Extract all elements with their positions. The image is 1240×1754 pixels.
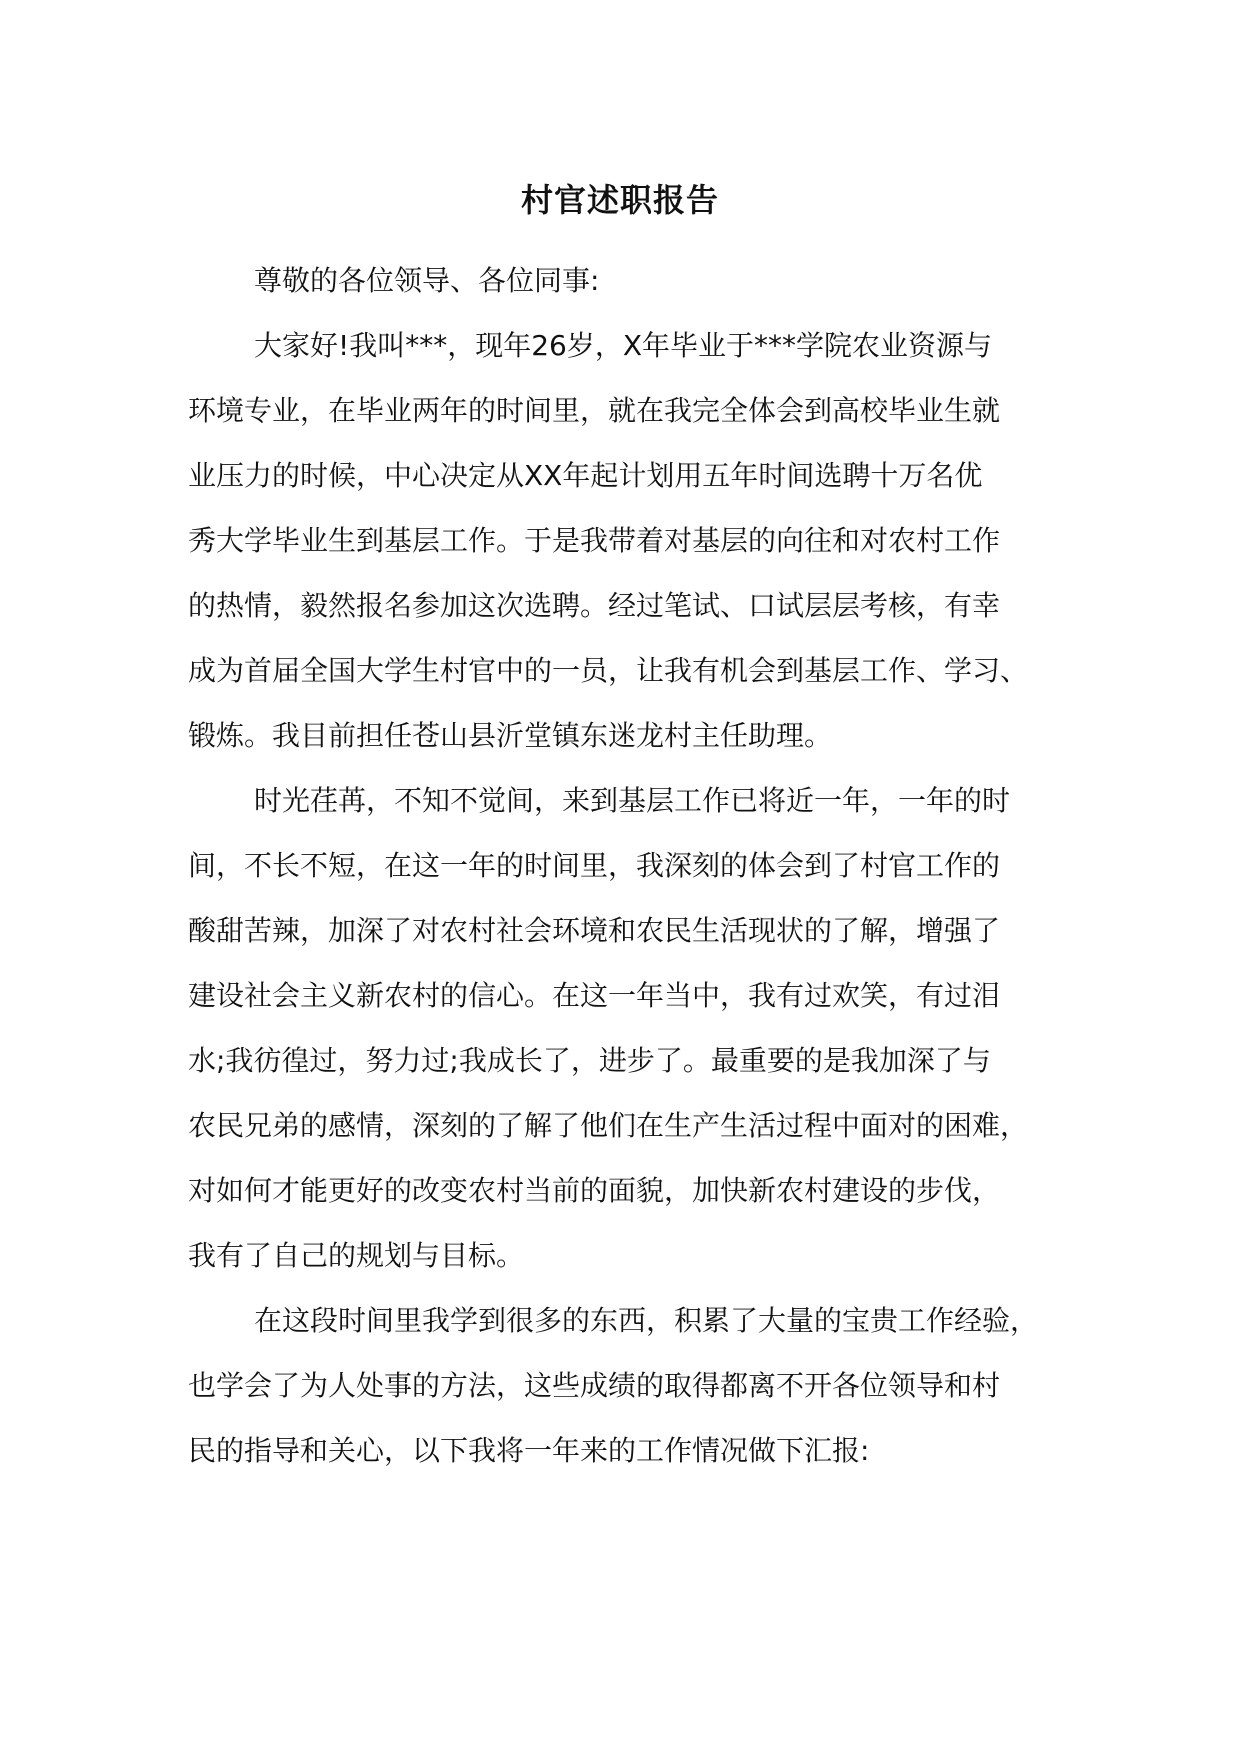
paragraph-line: 锻炼。我目前担任苍山县沂堂镇东迷龙村主任助理。 xyxy=(188,719,833,752)
paragraph-line: 的热情，毅然报名参加这次选聘。经过笔试、口试层层考核，有幸 xyxy=(188,589,1001,622)
paragraph-line: 建设社会主义新农村的信心。在这一年当中，我有过欢笑，有过泪 xyxy=(188,979,1001,1012)
paragraph-line: 时光荏苒，不知不觉间，来到基层工作已将近一年，一年的时 xyxy=(254,784,1011,817)
paragraph-line: 环境专业，在毕业两年的时间里，就在我完全体会到高校毕业生就 xyxy=(188,394,1001,427)
paragraph-1 xyxy=(188,313,1068,768)
paragraph-line: 农民兄弟的感情，深刻的了解了他们在生产生活过程中面对的困难， xyxy=(188,1109,1029,1142)
paragraph-line: 大家好!我叫***，现年26岁，X年毕业于***学院农业资源与 xyxy=(254,329,993,362)
document-title: 村官述职报告 xyxy=(520,181,719,219)
paragraph-2 xyxy=(188,768,1068,1288)
paragraph-3 xyxy=(188,1288,1068,1483)
paragraph-line: 民的指导和关心，以下我将一年来的工作情况做下汇报: xyxy=(188,1434,870,1467)
salutation: 尊敬的各位领导、各位同事: xyxy=(254,264,600,297)
paragraph-line: 对如何才能更好的改变农村当前的面貌，加快新农村建设的步伐， xyxy=(188,1174,1001,1207)
paragraph-line: 水;我彷徨过，努力过;我成长了，进步了。最重要的是我加深了与 xyxy=(188,1044,991,1077)
paragraph-line: 酸甜苦辣，加深了对农村社会环境和农民生活现状的了解，增强了 xyxy=(188,914,1001,947)
paragraph-line: 成为首届全国大学生村官中的一员，让我有机会到基层工作、学习、 xyxy=(188,654,1029,687)
paragraph-line: 业压力的时候，中心决定从XX年起计划用五年时间选聘十万名优 xyxy=(188,459,983,492)
paragraph-line: 我有了自己的规划与目标。 xyxy=(188,1239,525,1272)
document-body xyxy=(188,248,1068,1483)
paragraph-line: 秀大学毕业生到基层工作。于是我带着对基层的向往和对农村工作 xyxy=(188,524,1001,557)
paragraph-line: 间，不长不短，在这一年的时间里，我深刻的体会到了村官工作的 xyxy=(188,849,1001,882)
paragraph-line: 在这段时间里我学到很多的东西，积累了大量的宝贵工作经验， xyxy=(254,1304,1039,1337)
paragraph-line: 也学会了为人处事的方法，这些成绩的取得都离不开各位领导和村 xyxy=(188,1369,1001,1402)
